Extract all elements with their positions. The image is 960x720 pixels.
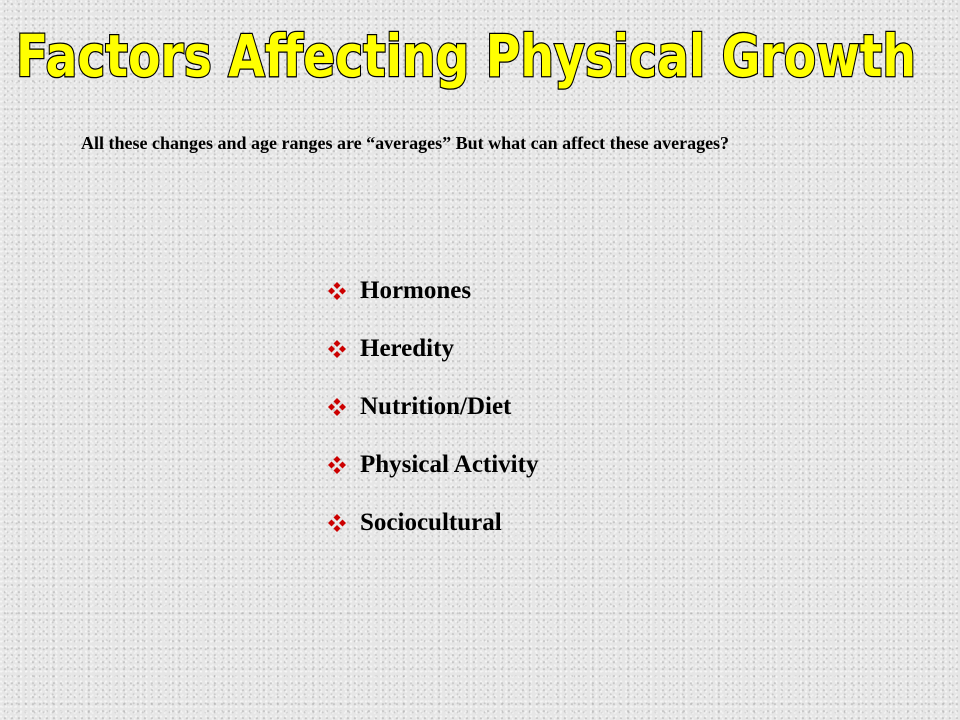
factor-label-hormones: Hormones	[360, 277, 472, 304]
list-item	[328, 320, 538, 378]
slide-title-art	[0, 22, 960, 92]
list-item	[328, 494, 538, 552]
list-item	[328, 378, 538, 436]
slide-title	[0, 22, 960, 92]
factor-label-physical-activity: Physical Activity	[360, 451, 539, 478]
four-diamond-bullet-icon	[328, 456, 346, 474]
list-item	[328, 262, 538, 320]
factor-list	[328, 262, 538, 552]
factor-label-nutrition-diet: Nutrition/Diet	[360, 393, 512, 420]
four-diamond-bullet-icon	[328, 282, 346, 300]
four-diamond-bullet-icon	[328, 340, 346, 358]
four-diamond-bullet-icon	[328, 398, 346, 416]
four-diamond-bullet-icon	[328, 514, 346, 532]
factor-label-sociocultural: Sociocultural	[360, 509, 502, 536]
slide-title-text: Factors Affecting Physical Growth	[16, 22, 916, 90]
intro-text: All these changes and age ranges are “averages” But what can affect these averages?	[81, 133, 730, 153]
factor-label-heredity: Heredity	[360, 335, 454, 362]
list-item	[328, 436, 538, 494]
